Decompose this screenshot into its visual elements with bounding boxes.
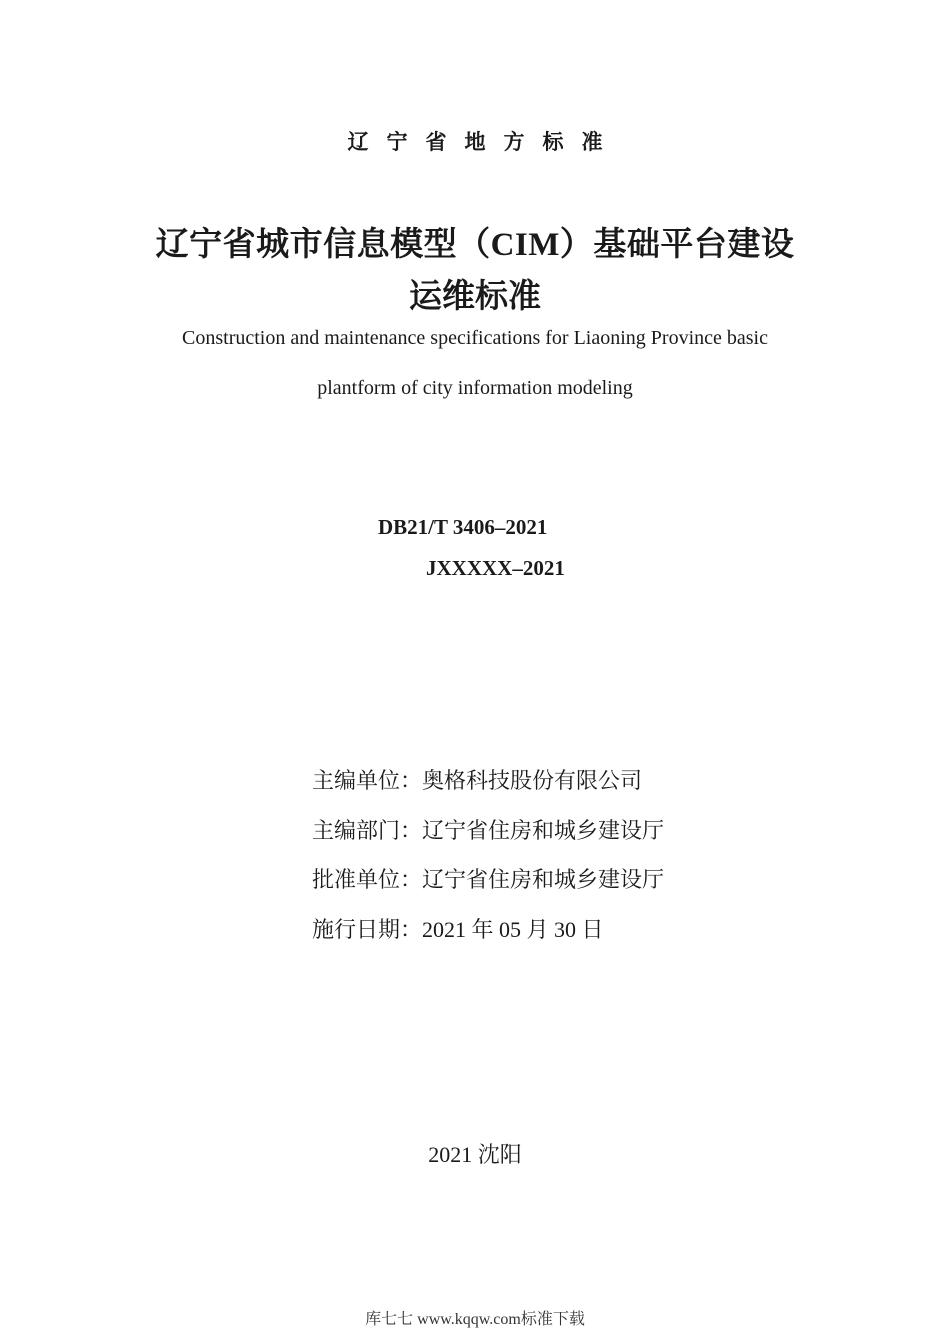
- info-label: 主编部门：: [312, 817, 423, 843]
- watermark-text: 库七七 www.kqqw.com标准下载: [365, 1311, 585, 1328]
- document-category: 辽宁省地方标准: [347, 130, 621, 154]
- standard-code-jx: JXXXXX–2021: [426, 556, 565, 580]
- document-title-line2: 运维标准: [409, 279, 541, 315]
- english-title-line1: Construction and maintenance specifications for Liaoning Province basic: [182, 327, 768, 349]
- standard-code-db: DB21/T 3406–2021: [378, 515, 548, 539]
- info-label: 施行日期：: [312, 916, 423, 942]
- english-title-line2: plantform of city information modeling: [317, 377, 633, 399]
- info-label: 批准单位：: [312, 867, 423, 892]
- document-title-line1: 辽宁省城市信息模型（CIM）基础平台建设: [155, 227, 795, 263]
- info-value: 辽宁省住房和城乡建设厅: [422, 817, 665, 843]
- info-row-editor-department: [312, 806, 664, 856]
- info-value: 奥格科技股份有限公司: [422, 768, 643, 793]
- info-label: 主编单位：: [312, 768, 423, 793]
- info-row-effective-date: [312, 905, 664, 955]
- info-value: 辽宁省住房和城乡建设厅: [422, 867, 665, 892]
- info-value: 2021 年 05 月 30 日: [422, 916, 604, 942]
- publication-place-year: 2021 沈阳: [428, 1142, 522, 1167]
- info-row-approval-unit: [312, 855, 664, 905]
- publication-info: [312, 756, 664, 954]
- info-row-editor-unit: [312, 756, 664, 806]
